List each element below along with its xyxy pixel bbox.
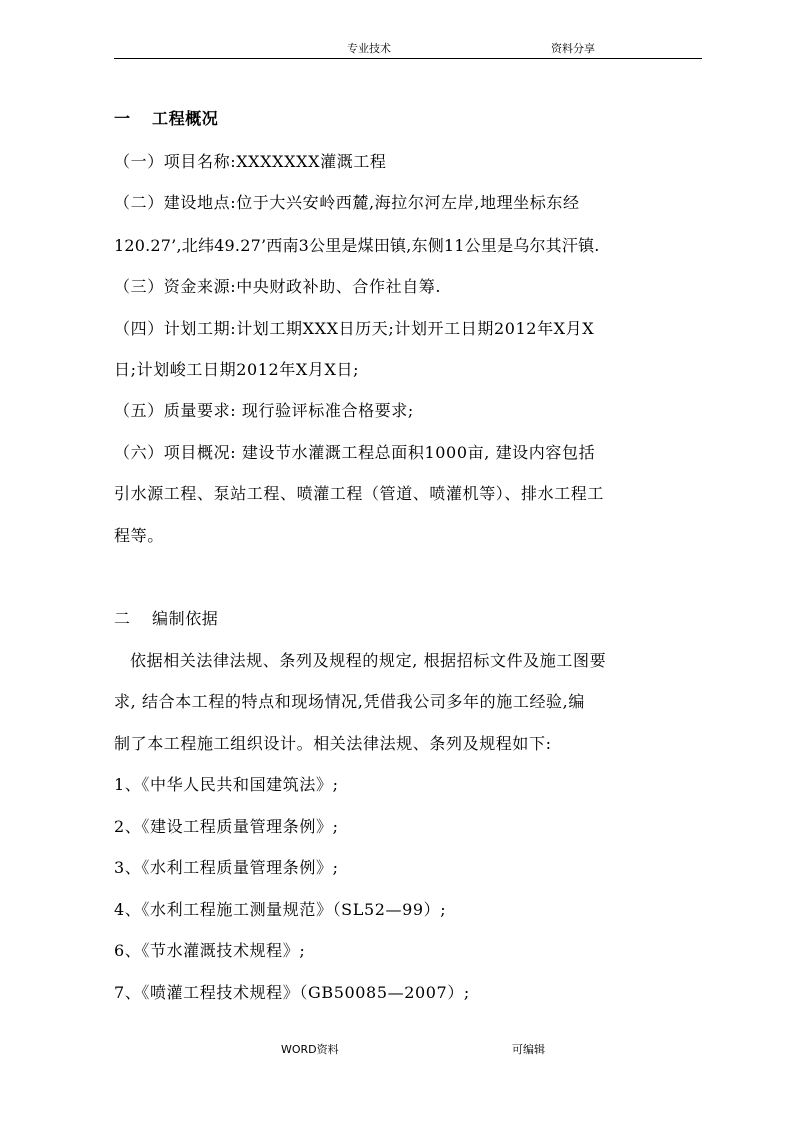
section-2-line: 求, 结合本工程的特点和现场情况,凭借我公司多年的施工经验,编 <box>114 692 585 711</box>
section-2-line: 7、《喷灌工程技术规程》（GB50085—2007）; <box>114 983 470 1002</box>
section-1-line: （一）项目名称:XXXXXXX灌溉工程 <box>114 152 387 171</box>
section-2-line: 制了本工程施工组织设计。相关法律法规、条列及规程如下: <box>114 734 552 753</box>
section-1-line: （五）质量要求: 现行验评标准合格要求; <box>114 401 414 420</box>
header-left-text: 专业技术 <box>347 42 391 55</box>
section-1-line: （六）项目概况: 建设节水灌溉工程总面积1000亩, 建设内容包括 <box>114 443 596 462</box>
section-2-line: 依据相关法律法规、条列及规程的规定, 根据招标文件及施工图要 <box>130 651 607 670</box>
section-2-heading <box>114 606 218 629</box>
section-2-line: 6、《节水灌溉技术规程》; <box>114 941 306 960</box>
section-2-line: 3、《水利工程质量管理条例》; <box>114 858 339 877</box>
section-1-line: 日;计划峻工日期2012年X月X日; <box>114 360 360 379</box>
section-2-line: 2、《建设工程质量管理条例》; <box>114 817 339 836</box>
section-2-title: 编制依据 <box>152 609 219 628</box>
section-1-title: 工程概况 <box>152 109 219 128</box>
header-right-text: 资料分享 <box>551 42 595 55</box>
section-1-line: （三）资金来源:中央财政补助、合作社自筹. <box>114 277 442 296</box>
section-2-number: 二 <box>114 609 131 628</box>
section-1-line: 程等。 <box>114 526 164 545</box>
section-1-line: （四）计划工期:计划工期XXX日历天;计划开工日期2012年X月X <box>114 319 595 338</box>
section-1-heading <box>114 106 218 129</box>
section-1-number: 一 <box>114 109 131 128</box>
header-rule <box>114 58 702 59</box>
section-2-line: 1、《中华人民共和国建筑法》; <box>114 775 339 794</box>
section-1-line: （二）建设地点:位于大兴安岭西麓,海拉尔河左岸,地理坐标东经 <box>114 193 580 212</box>
section-1-line: 引水源工程、泵站工程、喷灌工程（管道、喷灌机等）、排水工程工 <box>114 484 605 503</box>
section-1-line: 120.27’,北纬49.27’西南3公里是煤田镇,东侧11公里是乌尔其汗镇. <box>114 236 600 255</box>
section-2-line: 4、《水利工程施工测量规范》（SL52—99）; <box>114 900 447 919</box>
footer-left-text: WORD资料 <box>281 1043 339 1056</box>
footer-right-text: 可编辑 <box>512 1043 545 1056</box>
